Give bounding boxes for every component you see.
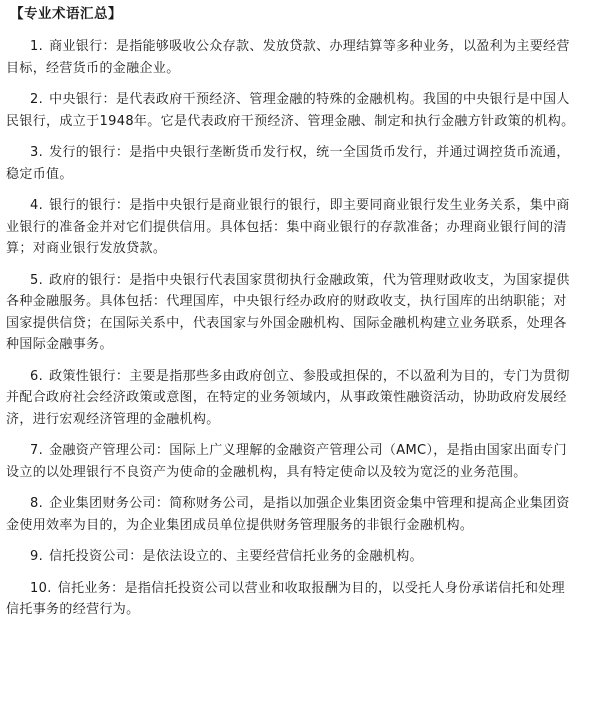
term-item — [6, 440, 577, 483]
term-text: 政策性银行：主要是指那些多由政府创立、参股或担保的，不以盈利为目的，专门为贯彻并配合政府社会经济政策或意图，在特定的业务领域内，从事政策性融资活动，协助政府发展经济，进行宏观经济管理的金融机构。 — [6, 368, 570, 427]
term-text: 银行的银行：是指中央银行是商业银行的银行，即主要同商业银行发生业务关系，集中商业银行的准备金并对它们提供信用。具体包括：集中商业银行的存款准备；办理商业银行间的清算；对商业银行发放贷款。 — [6, 198, 570, 256]
term-text: 商业银行：是指能够吸收公众存款、发放贷款、办理结算等多种业务，以盈利为主要经营目标，经营货币的金融企业。 — [6, 39, 570, 76]
term-number: 4. — [30, 198, 44, 213]
term-text: 政府的银行：是指中央银行代表国家贯彻执行金融政策，代为管理财政收支，为国家提供各种金融服务。具体包括：代理国库，中央银行经办政府的财政收支，执行国库的出纳职能；对国家提供信贷；在国际关系中，代表国家与外国金融机构、国际金融机构建立业务联系，处理各种国际金融事务。 — [6, 272, 570, 352]
term-text: 信托投资公司：是依法设立的、主要经营信托业务的金融机构。 — [49, 549, 423, 564]
term-number: 7. — [30, 443, 44, 458]
term-number: 5. — [30, 272, 44, 288]
term-item — [6, 142, 577, 185]
term-number: 6. — [30, 368, 44, 384]
term-item — [6, 493, 577, 536]
term-item — [6, 578, 577, 621]
term-item — [6, 546, 577, 568]
term-item — [6, 89, 577, 132]
term-text: 发行的银行：是指中央银行垄断货币发行权，统一全国货币发行，并通过调控货币流通，稳定币值。 — [6, 145, 570, 182]
term-text: 中央银行：是代表政府干预经济、管理金融的特殊的金融机构。我国的中央银行是中国人民银行，成立于1948年。它是代表政府干预经济、管理金融、制定和执行金融方针政策的机构。 — [6, 92, 575, 129]
term-number: 9. — [30, 549, 44, 564]
term-number: 1. — [30, 39, 44, 54]
term-number: 8. — [30, 496, 44, 511]
term-number: 2. — [30, 92, 44, 107]
term-item — [6, 270, 577, 356]
term-number: 10. — [30, 580, 52, 596]
term-item — [6, 366, 577, 431]
term-number: 3. — [30, 145, 44, 160]
term-item — [6, 36, 577, 79]
term-list — [6, 36, 577, 621]
term-text: 信托业务：是指信托投资公司以营业和收取报酬为目的，以受托人身份承诺信托和处理信托事务的经营行为。 — [6, 580, 566, 617]
term-text: 金融资产管理公司：国际上广义理解的金融资产管理公司（AMC），是指由国家出面专门设立的以处理银行不良资产为使命的金融机构，具有特定使命以及较为宽泛的业务范围。 — [6, 443, 567, 480]
term-text: 企业集团财务公司：简称财务公司，是指以加强企业集团资金集中管理和提高企业集团资金使用效率为目的，为企业集团成员单位提供财务管理服务的非银行金融机构。 — [6, 496, 570, 533]
term-item — [6, 195, 577, 260]
section-heading: 【专业术语汇总】 — [10, 6, 122, 22]
